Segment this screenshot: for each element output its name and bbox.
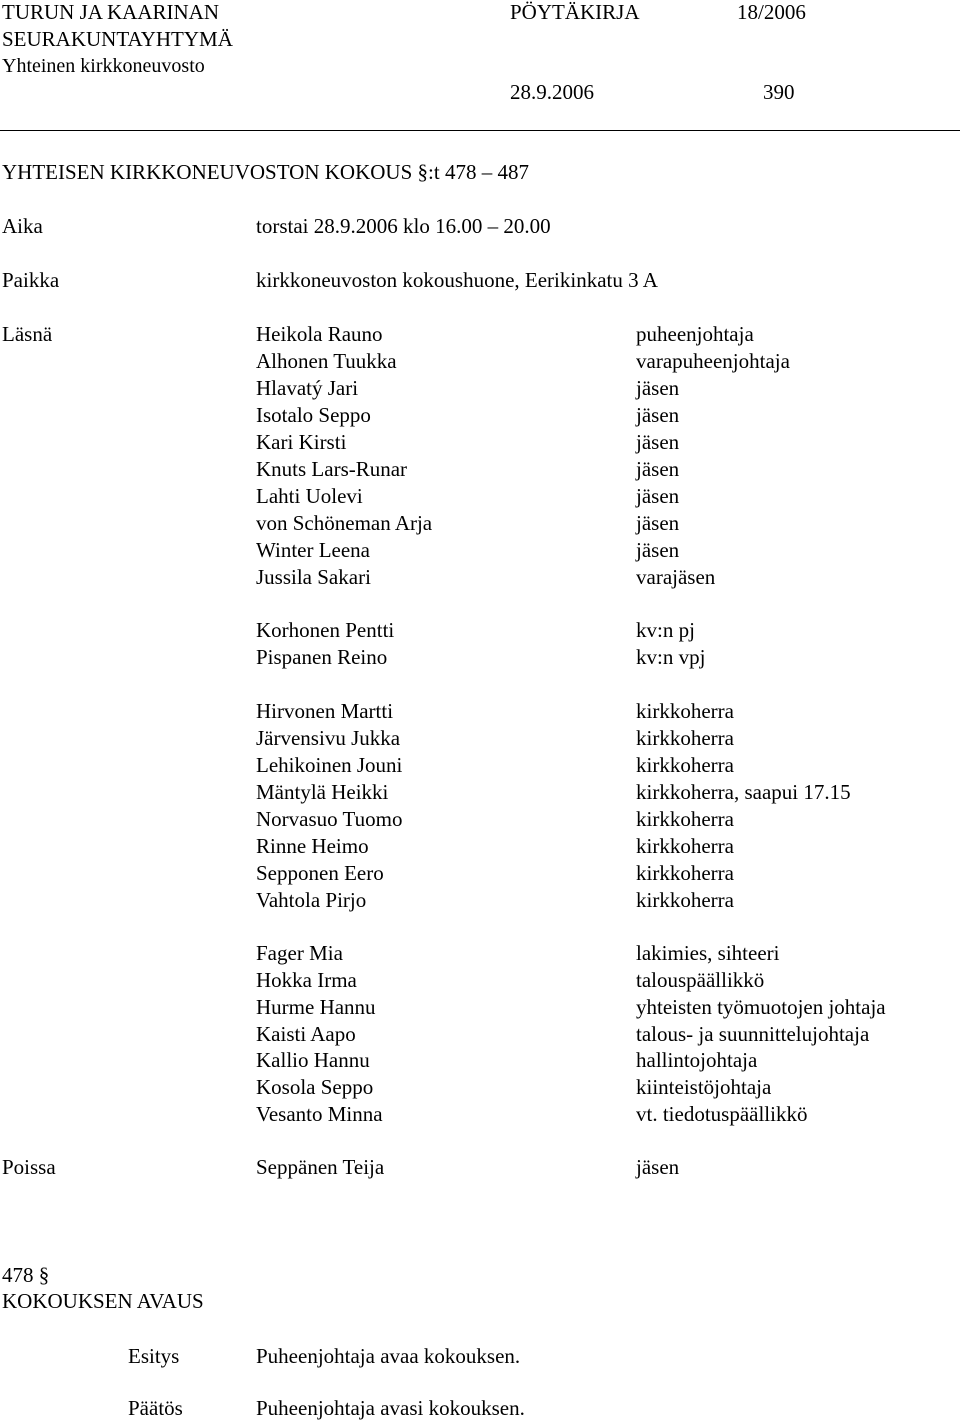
attendee-role: puheenjohtaja: [636, 322, 754, 346]
attendee-name: Hirvonen Martti: [256, 699, 394, 723]
attendee-role: varajäsen: [636, 565, 716, 589]
attendee-row: [0, 755, 960, 781]
org-name-line1: TURUN JA KAARINAN: [2, 0, 220, 24]
attendee-name: Järvensivu Jukka: [256, 726, 401, 750]
attendee-row: [0, 324, 960, 350]
page-number: 390: [763, 80, 795, 104]
attendee-row: [0, 486, 960, 512]
attendee-role: kirkkoherra, saapui 17.15: [636, 780, 851, 804]
attendee-name: Kallio Hannu: [256, 1048, 370, 1072]
attendee-name: Hurme Hannu: [256, 995, 376, 1019]
attendee-name: Norvasuo Tuomo: [256, 807, 403, 831]
attendee-row: [0, 836, 960, 862]
attendee-role: jäsen: [636, 457, 680, 481]
present-label: Läsnä: [2, 322, 53, 346]
proposal-label: Esitys: [128, 1344, 180, 1368]
attendee-name: Sepponen Eero: [256, 861, 384, 885]
org-unit: Yhteinen kirkkoneuvosto: [2, 55, 205, 77]
document-date: 28.9.2006: [510, 80, 594, 104]
document-number: 18/2006: [737, 0, 806, 24]
attendee-row: [0, 701, 960, 727]
attendee-row: [0, 1050, 960, 1076]
decision-label: Päätös: [128, 1396, 183, 1420]
absent-row: [0, 1157, 960, 1183]
attendee-role: kiinteistöjohtaja: [636, 1075, 772, 1099]
attendee-row: [0, 620, 960, 646]
place-value: kirkkoneuvoston kokoushuone, Eerikinkatu 3 A: [256, 268, 658, 292]
attendee-name: Vahtola Pirjo: [256, 888, 367, 912]
attendee-role: kirkkoherra: [636, 699, 734, 723]
attendee-row: [0, 863, 960, 889]
attendee-row: [0, 405, 960, 431]
attendee-role: jäsen: [636, 538, 680, 562]
time-label: Aika: [2, 214, 43, 238]
attendee-row: [0, 432, 960, 458]
decision-text: Puheenjohtaja avasi kokouksen.: [256, 1396, 525, 1420]
attendee-name: Kosola Seppo: [256, 1075, 374, 1099]
absent-role: jäsen: [636, 1155, 680, 1179]
attendee-name: Lahti Uolevi: [256, 484, 363, 508]
attendee-role: jäsen: [636, 484, 680, 508]
attendee-row: [0, 351, 960, 377]
absent-name: Seppänen Teija: [256, 1155, 385, 1179]
time-value: torstai 28.9.2006 klo 16.00 – 20.00: [256, 214, 551, 238]
attendee-role: jäsen: [636, 376, 680, 400]
attendee-row: [0, 378, 960, 404]
attendee-role: jäsen: [636, 430, 680, 454]
attendee-row: [0, 459, 960, 485]
attendee-role: kirkkoherra: [636, 807, 734, 831]
section-number: 478 §: [2, 1263, 50, 1287]
attendee-row: [0, 890, 960, 916]
attendee-name: Jussila Sakari: [256, 565, 371, 589]
attendee-name: Pispanen Reino: [256, 645, 388, 669]
attendee-role: kirkkoherra: [636, 888, 734, 912]
attendee-role: kirkkoherra: [636, 861, 734, 885]
meeting-title: YHTEISEN KIRKKONEUVOSTON KOKOUS §:t 478 – 487: [2, 160, 529, 184]
attendee-role: kirkkoherra: [636, 753, 734, 777]
attendee-row: [0, 513, 960, 539]
attendee-row: [0, 1077, 960, 1103]
attendee-name: Vesanto Minna: [256, 1102, 383, 1126]
attendee-role: kv:n pj: [636, 618, 695, 642]
attendee-row: [0, 997, 960, 1023]
attendee-row: [0, 540, 960, 566]
attendee-name: Kari Kirsti: [256, 430, 347, 454]
attendee-name: Lehikoinen Jouni: [256, 753, 403, 777]
attendee-role: jäsen: [636, 511, 680, 535]
section-title: KOKOUKSEN AVAUS: [2, 1289, 204, 1313]
attendee-name: Isotalo Seppo: [256, 403, 371, 427]
attendee-name: Hokka Irma: [256, 968, 357, 992]
proposal-text: Puheenjohtaja avaa kokouksen.: [256, 1344, 521, 1368]
place-label: Paikka: [2, 268, 60, 292]
attendee-name: Hlavatý Jari: [256, 376, 359, 400]
attendee-row: [0, 647, 960, 673]
attendee-name: Knuts Lars-Runar: [256, 457, 408, 481]
attendee-role: yhteisten työmuotojen johtaja: [636, 995, 886, 1019]
attendee-role: hallintojohtaja: [636, 1048, 758, 1072]
attendee-row: [0, 728, 960, 754]
attendee-role: talouspäällikkö: [636, 968, 765, 992]
attendee-name: Rinne Heimo: [256, 834, 369, 858]
attendee-role: talous- ja suunnittelujohtaja: [636, 1022, 870, 1046]
attendee-role: kirkkoherra: [636, 726, 734, 750]
attendee-name: von Schöneman Arja: [256, 511, 433, 535]
attendee-name: Fager Mia: [256, 941, 343, 965]
attendee-name: Heikola Rauno: [256, 322, 383, 346]
attendee-row: [0, 782, 960, 808]
org-name-line2: SEURAKUNTAYHTYMÄ: [2, 27, 233, 51]
attendee-role: lakimies, sihteeri: [636, 941, 780, 965]
attendee-row: [0, 1024, 960, 1050]
document-type: PÖYTÄKIRJA: [510, 0, 640, 24]
attendee-name: Mäntylä Heikki: [256, 780, 389, 804]
header-divider: [0, 130, 960, 131]
absent-label: Poissa: [2, 1155, 56, 1179]
attendee-role: jäsen: [636, 403, 680, 427]
attendee-role: vt. tiedotuspäällikkö: [636, 1102, 808, 1126]
attendee-name: Kaisti Aapo: [256, 1022, 356, 1046]
attendee-role: varapuheenjohtaja: [636, 349, 790, 373]
attendee-row: [0, 1104, 960, 1130]
attendee-role: kirkkoherra: [636, 834, 734, 858]
attendee-role: kv:n vpj: [636, 645, 706, 669]
attendee-row: [0, 567, 960, 593]
attendee-row: [0, 970, 960, 996]
attendee-row: [0, 943, 960, 969]
attendee-name: Alhonen Tuukka: [256, 349, 397, 373]
attendee-name: Winter Leena: [256, 538, 371, 562]
attendee-name: Korhonen Pentti: [256, 618, 395, 642]
attendee-row: [0, 809, 960, 835]
